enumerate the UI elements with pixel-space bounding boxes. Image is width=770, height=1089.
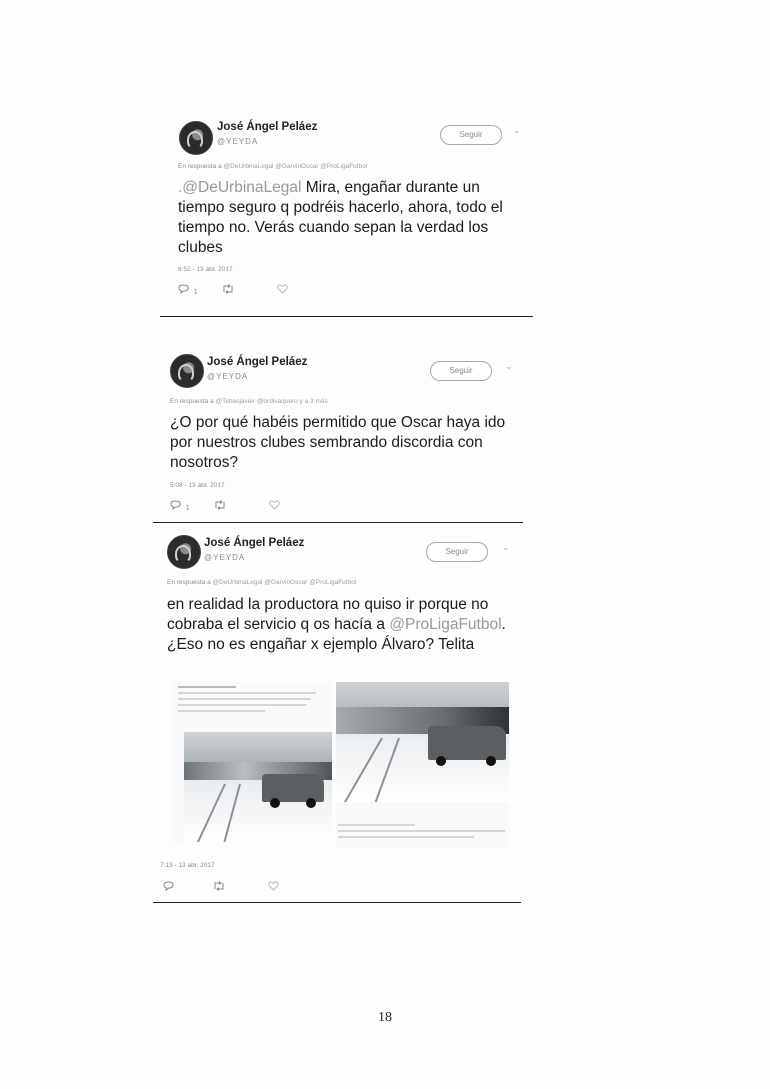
follow-button[interactable]: Seguir [426,542,488,562]
reply-mentions[interactable]: @DeUrbinaLegal @GarvinOscar @ProLigaFutbol [223,163,368,170]
tweet-text-content: Mira, engañar durante un tiempo seguro q podréis hacerlo, ahora, todo el tiempo no. Verás cuando sepan la verdad los clubes [178,179,503,256]
user-name[interactable]: José Ángel Peláez [204,537,305,549]
retweet-icon[interactable] [213,881,225,894]
reply-icon[interactable] [163,881,174,894]
photo-snowy-road [336,682,509,802]
divider [160,316,533,317]
heart-icon[interactable] [268,881,279,894]
tweet-actions [163,881,279,894]
tweet-text [167,595,512,655]
heart-icon[interactable] [269,500,280,513]
tweet-text-content: . ¿Eso no es engañar x ejemplo Álvaro? Telita [167,616,506,653]
tweet-text [178,178,523,258]
avatar[interactable] [170,354,204,388]
mention-link[interactable]: @ProLigaFutbol [389,616,502,633]
tweet-text: ¿O por qué habéis permitido que Oscar haya ido por nuestros clubes sembrando discordia con nosotros? [170,414,506,471]
reply-count: 1 [185,505,190,512]
timestamp[interactable]: 5:08 - 13 abr. 2017 [170,482,225,489]
user-name[interactable]: José Ángel Peláez [217,121,318,133]
attached-image-1[interactable] [172,682,332,842]
chevron-down-icon[interactable]: ⌄ [513,125,521,135]
user-handle[interactable]: @YEYDA [217,137,259,146]
follow-button[interactable]: Seguir [430,361,492,381]
timestamp[interactable]: 6:52 - 13 abr. 2017 [178,266,233,273]
image-caption-lines [338,824,508,842]
reply-count: 1 [193,289,198,296]
page-number: 18 [378,1010,392,1025]
reply-mentions[interactable]: @Tebasjavier @ordivaquero y a 3 más [215,398,328,405]
reply-context [167,579,356,586]
retweet-icon[interactable] [214,500,226,513]
chevron-down-icon[interactable]: ⌄ [505,361,513,371]
mention-link[interactable]: .@DeUrbinaLegal [178,179,302,196]
reply-prefix: En respuesta a [170,398,214,405]
avatar[interactable] [179,121,213,155]
reply-prefix: En respuesta a [178,163,222,170]
user-handle[interactable]: @YEYDA [204,553,246,562]
reply-prefix: En respuesta a [167,579,211,586]
tweet-text-content: en realidad la productora no quiso ir porque no cobraba el servicio q os hacía a [167,596,489,633]
divider [153,522,523,523]
reply-icon[interactable] [178,284,189,297]
follow-button[interactable]: Seguir [440,125,502,145]
user-handle[interactable]: @YEYDA [207,372,249,381]
image-caption-lines [178,686,323,716]
reply-context [178,163,367,170]
tweet-actions [170,500,280,513]
divider [153,902,521,903]
chevron-down-icon[interactable]: ⌄ [502,542,510,552]
attached-image-2[interactable] [336,682,509,847]
heart-icon[interactable] [277,284,288,297]
tweet-actions [178,284,288,297]
avatar[interactable] [167,535,201,569]
reply-mentions[interactable]: @DeUrbinaLegal @GarvinOscar @ProLigaFutbol [212,579,357,586]
timestamp[interactable]: 7:13 - 13 abr. 2017 [160,862,215,869]
user-name[interactable]: José Ángel Peláez [207,356,308,368]
reply-context [170,398,328,405]
photo-snowy-road [184,732,332,842]
retweet-icon[interactable] [222,284,234,297]
reply-icon[interactable] [170,500,181,513]
